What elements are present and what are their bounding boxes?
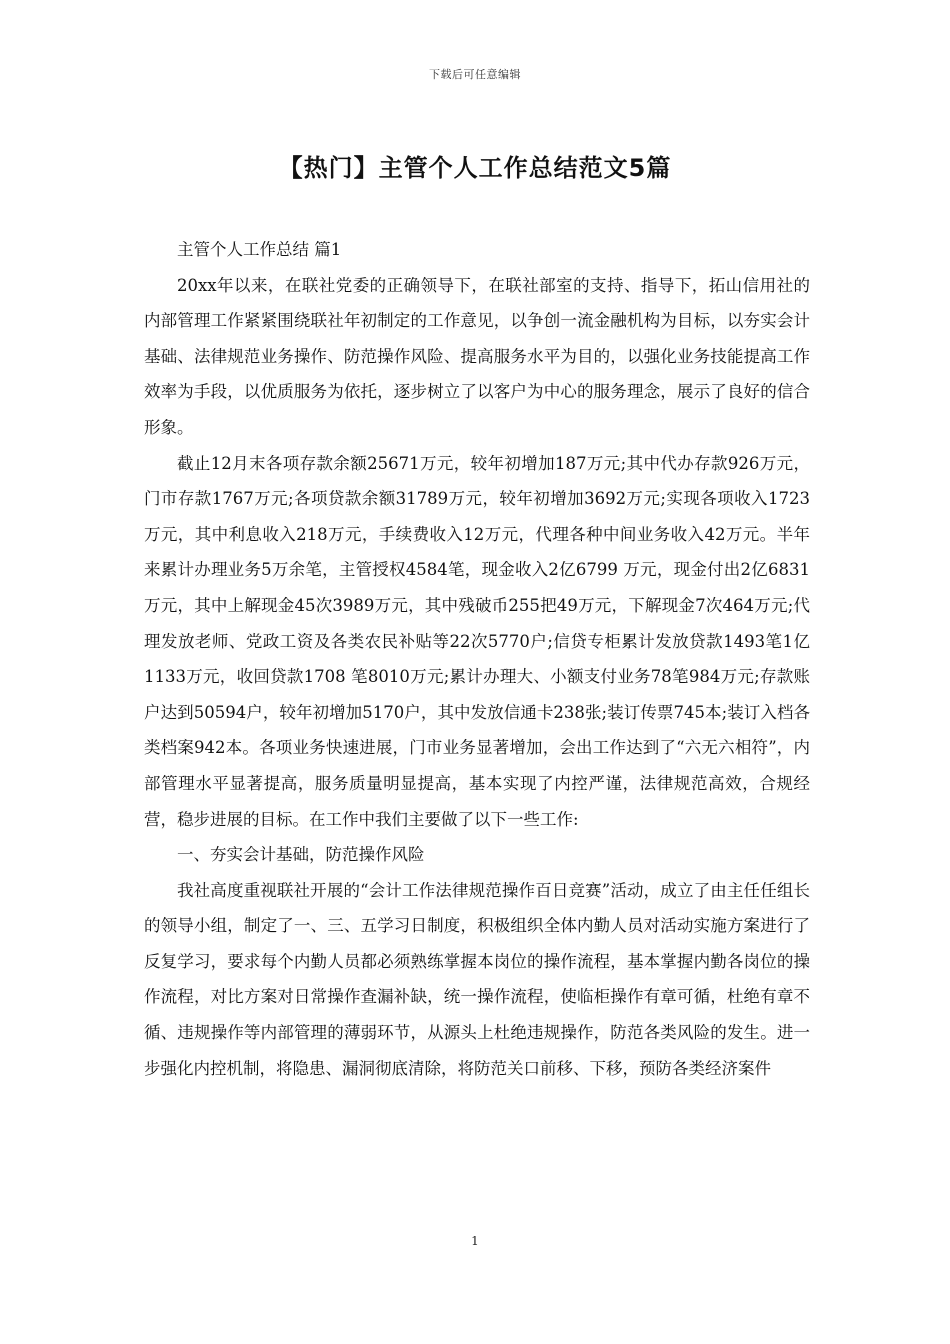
page-number: 1 xyxy=(471,1234,479,1248)
document-title: 【热门】主管个人工作总结范文5篇 xyxy=(278,154,672,182)
subsection-heading: 一、夯实会计基础，防范操作风险 xyxy=(177,845,425,865)
body-paragraph: 截止12月末各项存款余额25671万元，较年初增加187万元;其中代办存款926万元，门市存款1767万元;各项贷款余额31789万元，较年初增加3692万元;实现各项收入1723万元，其中利息收入218万元，手续费收入12万元，代理各种中间业务收入42万元。半年来累计办理业务5万余笔，主管授权4584笔，现金收入2亿6799 万元，现金付出2亿6831万元，其中上解现金45次3989万元，其中残破币255把49万元，下解现金7次464万元;代理发放老师、党政工资及各类农民补贴等22次5770户;信贷专柜累计发放贷款1493笔1亿1133万元，收回贷款1708 笔8010万元;累计办理大、小额支付业务78笔984万元;存款账户达到50594户，较年初增加5170户，其中发放信通卡238张;装订传票745本;装订入档各类档案942本。各项业务快速进展，门市业务显著增加，会出工作达到了“六无六相符”，内部管理水平显著提高，服务质量明显提高，基本实现了内控严谨，法律规范高效，合规经营，稳步进展的目标。在工作中我们主要做了以下一些工作: xyxy=(144,453,810,829)
document-body xyxy=(144,232,810,1086)
header-note: 下载后可任意编辑 xyxy=(429,68,521,81)
body-paragraph: 20xx年以来，在联社党委的正确领导下，在联社部室的支持、指导下，拓山信用社的内部管理工作紧紧围绕联社年初制定的工作意见，以争创一流金融机构为目标，以夯实会计基础、法律规范业务操作、防范操作风险、提高服务水平为目的，以强化业务技能提高工作效率为手段，以优质服务为依托，逐步树立了以客户为中心的服务理念，展示了良好的信合形象。 xyxy=(144,275,810,437)
section-heading: 主管个人工作总结 篇1 xyxy=(177,240,342,259)
body-paragraph: 我社高度重视联社开展的“会计工作法律规范操作百日竞赛”活动，成立了由主任任组长的领导小组，制定了一、三、五学习日制度，积极组织全体内勤人员对活动实施方案进行了反复学习，要求每个内勤人员都必须熟练掌握本岗位的操作流程，基本掌握内勤各岗位的操作流程，对比方案对日常操作查漏补缺，统一操作流程，使临柜操作有章可循，杜绝有章不循、违规操作等内部管理的薄弱环节，从源头上杜绝违规操作，防范各类风险的发生。进一步强化内控机制，将隐患、漏洞彻底清除，将防范关口前移、下移，预防各类经济案件 xyxy=(144,880,810,1078)
